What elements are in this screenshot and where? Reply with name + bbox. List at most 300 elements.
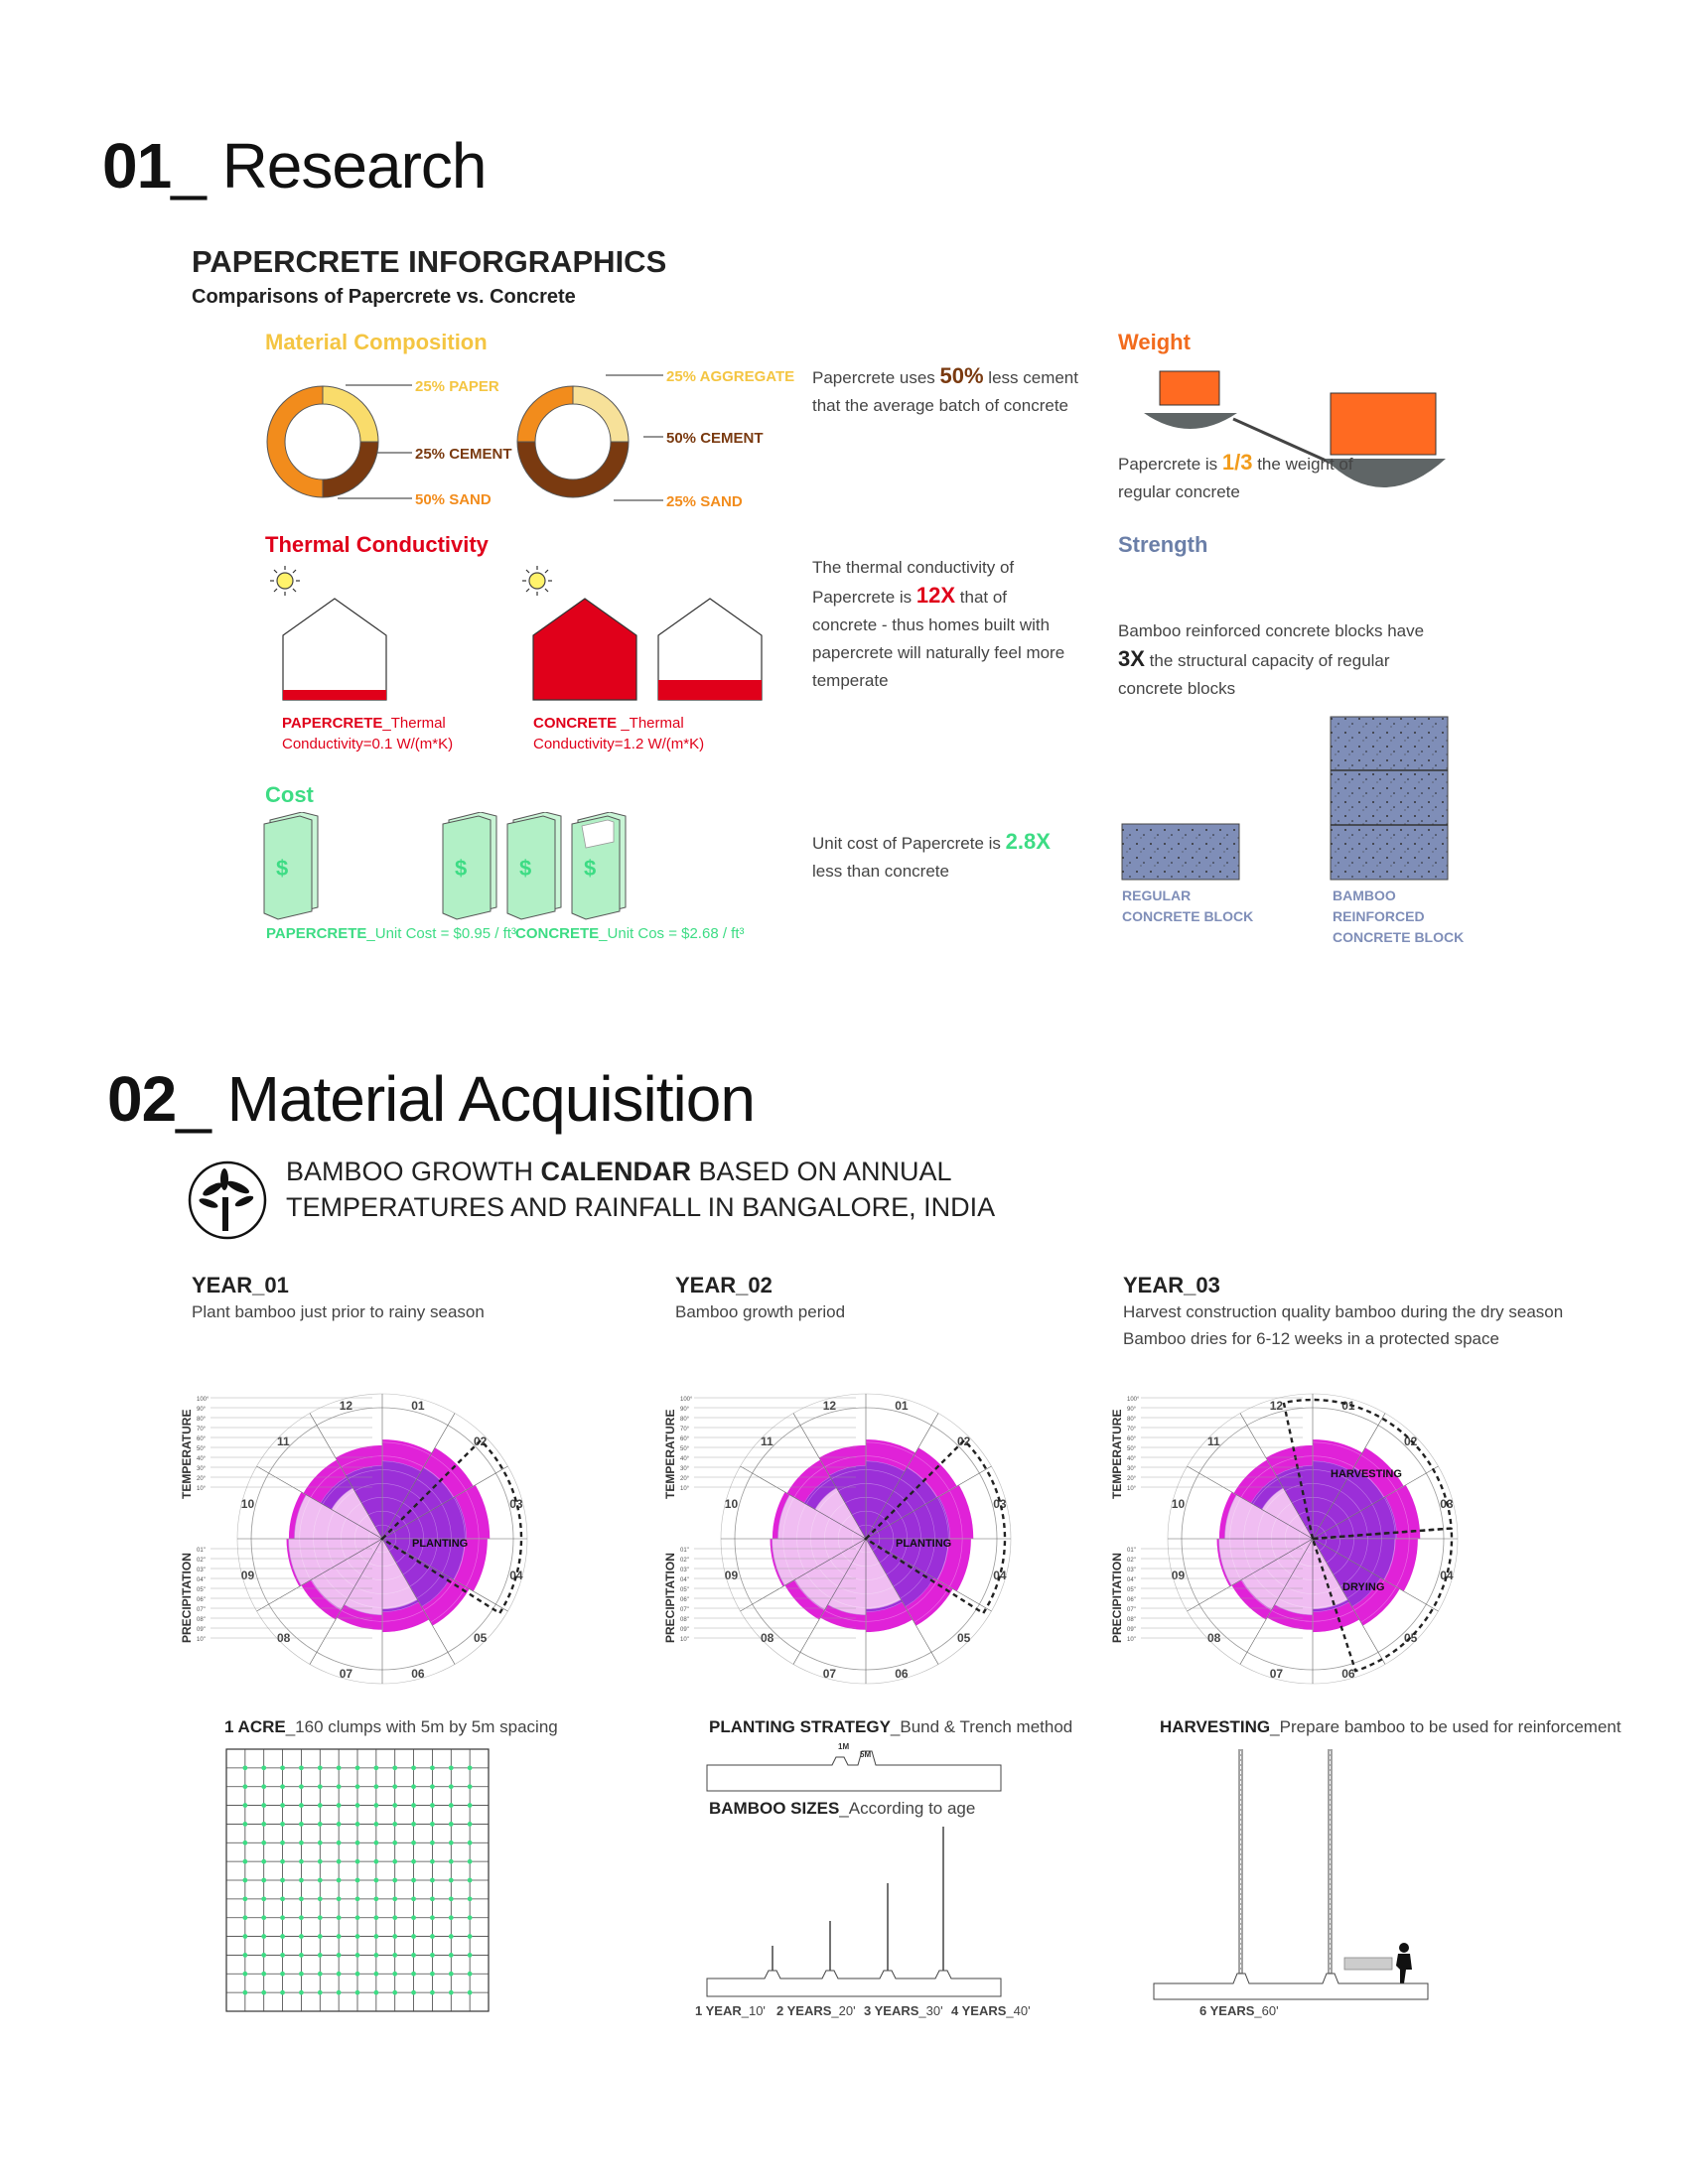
bamboo-clump — [337, 1822, 342, 1827]
bamboo-clump — [392, 1934, 397, 1939]
month-label-04: 04 — [509, 1569, 523, 1583]
tag-planting: PLANTING — [896, 1538, 952, 1550]
bamboo-clump — [430, 1841, 435, 1845]
harvest-age-label: 6 YEARS_60' — [1199, 2003, 1279, 2018]
size-label-1: 1 YEAR_10' — [695, 2003, 766, 2018]
bamboo-clump — [318, 1972, 323, 1977]
concrete-slice-1 — [517, 442, 629, 497]
month-label-08: 08 — [1207, 1630, 1221, 1645]
svg-text:06": 06" — [197, 1597, 206, 1603]
cost-money-icons — [260, 812, 707, 921]
svg-text:50°: 50° — [1127, 1446, 1137, 1452]
cost-label: Cost — [265, 782, 314, 807]
bamboo-clump — [430, 1972, 435, 1977]
svg-text:10°: 10° — [197, 1486, 207, 1492]
svg-text:05": 05" — [1127, 1587, 1136, 1593]
bamboo-clump — [337, 1784, 342, 1789]
bamboo-clump — [299, 1784, 304, 1789]
bamboo-clump — [355, 1784, 360, 1789]
bamboo-clump — [318, 1803, 323, 1808]
money-bill-1 — [443, 812, 496, 919]
bamboo-clump — [242, 1972, 247, 1977]
bamboo-clump — [337, 1878, 342, 1883]
composition-text: Papercrete uses 50% less cement that the average batch of concrete — [812, 363, 1078, 415]
svg-text:50°: 50° — [197, 1446, 207, 1452]
bamboo-clump — [280, 1822, 285, 1827]
papercrete-slice-0 — [323, 386, 378, 442]
temperature-axis-label: TEMPERATURE — [663, 1409, 677, 1499]
bamboo-block — [1331, 717, 1448, 880]
bamboo-clump — [355, 1915, 360, 1920]
month-label-11: 11 — [761, 1434, 774, 1449]
bamboo-block-label: BAMBOO REINFORCED CONCRETE BLOCK — [1333, 887, 1465, 945]
bamboo-clump — [430, 1953, 435, 1958]
bamboo-clump — [280, 1784, 285, 1789]
bamboo-clump — [242, 1934, 247, 1939]
size-label-4: 4 YEARS_40' — [951, 2003, 1031, 2018]
bamboo-clump — [261, 1953, 266, 1958]
svg-text:01": 01" — [197, 1548, 206, 1554]
bamboo-clump — [280, 1803, 285, 1808]
month-label-12: 12 — [339, 1398, 353, 1413]
year-3-block — [1123, 1273, 1600, 1352]
bamboo-clump — [280, 1934, 285, 1939]
bamboo-clump — [355, 1972, 360, 1977]
sand-pct-label: 50% SAND — [415, 491, 492, 508]
thermal-label: Thermal Conductivity — [265, 532, 489, 557]
thermal-text: The thermal conductivity of Papercrete is 12X that of concrete - thus homes built with papercrete will naturally feel more temperate — [812, 558, 1065, 690]
bamboo-clump — [373, 1784, 378, 1789]
thermal-houses — [263, 561, 779, 710]
month-label-04: 04 — [993, 1569, 1007, 1583]
infographic-title: PAPERCRETE INFORGRAPHICS — [192, 244, 667, 279]
bamboo-clump — [392, 1972, 397, 1977]
bamboo-clump — [318, 1859, 323, 1864]
bamboo-clump — [449, 1841, 454, 1845]
svg-text:03": 03" — [680, 1568, 689, 1573]
harvest-caption: HARVESTING_Prepare bamboo to be used for reinforcement — [1160, 1717, 1621, 1736]
regular-block-label: REGULAR CONCRETE BLOCK — [1122, 887, 1254, 924]
svg-text:07": 07" — [197, 1607, 206, 1613]
bamboo-clump — [430, 1859, 435, 1864]
cost-text: Unit cost of Papercrete is 2.8X less than concrete — [812, 829, 1051, 881]
svg-text:10°: 10° — [680, 1486, 690, 1492]
bamboo-clump — [373, 1765, 378, 1770]
bamboo-clump — [449, 1953, 454, 1958]
year-2-block — [675, 1273, 1092, 1325]
composition-donuts — [248, 367, 804, 516]
month-label-06: 06 — [1341, 1667, 1355, 1682]
bamboo-clump — [449, 1822, 454, 1827]
bamboo-clump — [373, 1953, 378, 1958]
bamboo-clump — [468, 1784, 473, 1789]
bamboo-clump — [337, 1990, 342, 1995]
bamboo-clump — [468, 1972, 473, 1977]
section-1-heading: 01_ Research — [102, 130, 487, 202]
svg-text:07": 07" — [1127, 1607, 1136, 1613]
bamboo-clump — [261, 1896, 266, 1901]
bamboo-clump — [261, 1784, 266, 1789]
bamboo-clump — [392, 1784, 397, 1789]
month-label-05: 05 — [956, 1630, 971, 1645]
svg-text:40°: 40° — [1127, 1456, 1137, 1462]
bamboo-clump — [242, 1784, 247, 1789]
bamboo-clump — [242, 1803, 247, 1808]
month-label-10: 10 — [1171, 1496, 1186, 1511]
bamboo-clump — [355, 1803, 360, 1808]
bamboo-clump — [299, 1915, 304, 1920]
svg-text:90°: 90° — [680, 1407, 690, 1413]
bamboo-clump — [355, 1934, 360, 1939]
svg-text:20°: 20° — [1127, 1476, 1137, 1482]
svg-text:60°: 60° — [1127, 1436, 1137, 1442]
svg-text:06": 06" — [1127, 1597, 1136, 1603]
bamboo-clump — [318, 1934, 323, 1939]
month-label-01: 01 — [411, 1398, 425, 1413]
precipitation-axis-label: PRECIPITATION — [180, 1553, 194, 1643]
bamboo-clump — [392, 1896, 397, 1901]
bamboo-clump — [373, 1803, 378, 1808]
bamboo-clump — [373, 1822, 378, 1827]
svg-text:$: $ — [276, 856, 289, 881]
money-bill-0 — [264, 812, 318, 919]
temperature-axis-label: TEMPERATURE — [180, 1409, 194, 1499]
bamboo-clump — [411, 1915, 416, 1920]
concrete-slice-2 — [517, 386, 573, 442]
precipitation-axis-label: PRECIPITATION — [663, 1553, 677, 1643]
bamboo-clump — [392, 1822, 397, 1827]
svg-text:70°: 70° — [197, 1427, 207, 1433]
tag-harvesting: HARVESTING — [1331, 1468, 1402, 1480]
bamboo-clump — [242, 1841, 247, 1845]
svg-text:04": 04" — [197, 1577, 206, 1583]
temperature-axis-label: TEMPERATURE — [1110, 1409, 1124, 1499]
bamboo-clump — [355, 1765, 360, 1770]
month-label-10: 10 — [724, 1496, 739, 1511]
bamboo-clump — [430, 1915, 435, 1920]
svg-text:03": 03" — [1127, 1568, 1136, 1573]
bamboo-clump — [411, 1803, 416, 1808]
bamboo-clump — [449, 1915, 454, 1920]
bamboo-clump — [411, 1878, 416, 1883]
svg-text:80°: 80° — [680, 1417, 690, 1423]
bamboo-clump — [242, 1822, 247, 1827]
bamboo-clump — [280, 1841, 285, 1845]
svg-text:02": 02" — [197, 1558, 206, 1564]
bamboo-clump — [449, 1990, 454, 1995]
month-label-09: 09 — [1171, 1569, 1186, 1583]
bamboo-clump — [373, 1934, 378, 1939]
bamboo-clump — [318, 1990, 323, 1995]
svg-text:40°: 40° — [197, 1456, 207, 1462]
infographic-subtitle: Comparisons of Papercrete vs. Concrete — [192, 286, 576, 308]
bamboo-clump — [299, 1859, 304, 1864]
month-label-03: 03 — [993, 1496, 1007, 1511]
svg-text:30°: 30° — [1127, 1466, 1137, 1472]
bamboo-clump — [392, 1803, 397, 1808]
bamboo-clump — [261, 1972, 266, 1977]
bamboo-clump — [411, 1953, 416, 1958]
bamboo-clump — [261, 1822, 266, 1827]
month-label-05: 05 — [1403, 1630, 1418, 1645]
year-1-block — [192, 1273, 609, 1325]
bamboo-clump — [280, 1896, 285, 1901]
acre-grid — [224, 1747, 492, 2015]
bamboo-clump — [242, 1859, 247, 1864]
month-label-09: 09 — [724, 1569, 739, 1583]
bamboo-clump — [430, 1878, 435, 1883]
composition-label: Material Composition — [265, 330, 488, 354]
bamboo-clump — [299, 1953, 304, 1958]
bamboo-clump — [449, 1934, 454, 1939]
svg-text:01": 01" — [1127, 1548, 1136, 1554]
month-label-07: 07 — [1269, 1667, 1284, 1682]
svg-text:$: $ — [455, 856, 468, 881]
bamboo-clump — [355, 1990, 360, 1995]
bamboo-clump — [299, 1765, 304, 1770]
concrete-slice-0 — [573, 386, 629, 442]
money-bill-3 — [572, 812, 626, 919]
svg-text:40°: 40° — [680, 1456, 690, 1462]
svg-text:100°: 100° — [1127, 1397, 1140, 1403]
month-label-03: 03 — [509, 1496, 523, 1511]
year-1-desc: Plant bamboo just prior to rainy season — [192, 1302, 485, 1321]
bamboo-clump — [449, 1972, 454, 1977]
bamboo-clump — [468, 1803, 473, 1808]
bamboo-clump — [337, 1765, 342, 1770]
bamboo-clump — [355, 1953, 360, 1958]
bamboo-clump — [280, 1859, 285, 1864]
svg-text:08": 08" — [197, 1617, 206, 1623]
svg-text:06": 06" — [680, 1597, 689, 1603]
size-label-2: 2 YEARS_20' — [776, 2003, 856, 2018]
bamboo-clump — [392, 1953, 397, 1958]
bamboo-clump — [392, 1841, 397, 1845]
svg-text:05": 05" — [680, 1587, 689, 1593]
svg-text:$: $ — [519, 856, 532, 881]
bamboo-clump — [261, 1765, 266, 1770]
bamboo-clump — [318, 1896, 323, 1901]
bamboo-clump — [261, 1803, 266, 1808]
cement-pct-label: 25% CEMENT — [415, 446, 512, 463]
svg-text:80°: 80° — [197, 1417, 207, 1423]
bamboo-clump — [392, 1859, 397, 1864]
bamboo-clump — [468, 1822, 473, 1827]
regular-block — [1122, 824, 1239, 880]
bamboo-clump — [242, 1896, 247, 1901]
bamboo-clump — [468, 1878, 473, 1883]
bamboo-clump — [299, 1841, 304, 1845]
bamboo-clump — [430, 1803, 435, 1808]
weight-text: Papercrete is 1/3 the weight of regular concrete — [1118, 450, 1353, 501]
tag-drying: DRYING — [1342, 1581, 1385, 1593]
svg-text:09": 09" — [1127, 1627, 1136, 1633]
bamboo-clump — [373, 1990, 378, 1995]
papercrete-cost-label: PAPERCRETE_Unit Cost = $0.95 / ft³ — [266, 925, 516, 942]
bamboo-clump — [337, 1859, 342, 1864]
year-1-title: YEAR_01 — [192, 1273, 289, 1297]
polar-chart-year-2 — [652, 1390, 1040, 1688]
bamboo-icon — [187, 1160, 268, 1241]
month-label-05: 05 — [473, 1630, 488, 1645]
bamboo-clump — [299, 1972, 304, 1977]
size-label-3: 3 YEARS_30' — [864, 2003, 943, 2018]
month-label-11: 11 — [277, 1434, 290, 1449]
svg-text:04": 04" — [1127, 1577, 1136, 1583]
concrete-sand-pct-label: 25% SAND — [666, 493, 743, 510]
svg-text:50°: 50° — [680, 1446, 690, 1452]
bamboo-clump — [337, 1915, 342, 1920]
bamboo-clump — [318, 1841, 323, 1845]
svg-text:20°: 20° — [197, 1476, 207, 1482]
svg-text:90°: 90° — [197, 1407, 207, 1413]
month-label-06: 06 — [411, 1667, 425, 1682]
month-label-02: 02 — [956, 1434, 971, 1449]
month-label-08: 08 — [277, 1630, 291, 1645]
svg-text:70°: 70° — [1127, 1427, 1137, 1433]
bamboo-clump — [373, 1841, 378, 1845]
bamboo-clump — [280, 1915, 285, 1920]
svg-text:100°: 100° — [680, 1397, 693, 1403]
svg-text:90°: 90° — [1127, 1407, 1137, 1413]
year-2-desc: Bamboo growth period — [675, 1302, 846, 1321]
strength-text: Bamboo reinforced concrete blocks have 3X the structural capacity of regular concrete blocks — [1118, 621, 1425, 698]
bamboo-clump — [373, 1972, 378, 1977]
bamboo-clump — [411, 1972, 416, 1977]
bamboo-clump — [337, 1953, 342, 1958]
bamboo-clump — [468, 1841, 473, 1845]
bamboo-clump — [468, 1990, 473, 1995]
svg-text:08": 08" — [1127, 1617, 1136, 1623]
bamboo-clump — [355, 1878, 360, 1883]
month-label-06: 06 — [895, 1667, 909, 1682]
concrete-thermal-label: CONCRETE _Thermal Conductivity=1.2 W/(m*K) — [533, 715, 705, 752]
bamboo-clump — [373, 1878, 378, 1883]
svg-text:10°: 10° — [1127, 1486, 1137, 1492]
bamboo-clump — [411, 1841, 416, 1845]
bamboo-clump — [449, 1803, 454, 1808]
month-label-12: 12 — [1269, 1398, 1284, 1413]
bamboo-clump — [392, 1915, 397, 1920]
papercrete-thermal-label: PAPERCRETE_Thermal Conductivity=0.1 W/(m*K) — [282, 715, 454, 752]
year-3-desc-2: Bamboo dries for 6-12 weeks in a protected space — [1123, 1329, 1499, 1348]
bamboo-clump — [449, 1765, 454, 1770]
bamboo-clump — [318, 1784, 323, 1789]
month-label-02: 02 — [1403, 1434, 1418, 1449]
concrete-cost-label: CONCRETE_Unit Cos = $2.68 / ft³ — [515, 925, 745, 942]
svg-text:20°: 20° — [680, 1476, 690, 1482]
bamboo-clump — [337, 1972, 342, 1977]
bamboo-clump — [318, 1915, 323, 1920]
acre-caption: 1 ACRE_160 clumps with 5m by 5m spacing — [224, 1717, 558, 1736]
year-2-title: YEAR_02 — [675, 1273, 773, 1297]
bamboo-clump — [337, 1896, 342, 1901]
bamboo-calendar-title: BAMBOO GROWTH CALENDAR BASED ON ANNUAL TEMPERATURES AND RAINFALL IN BANGALORE, INDIA — [286, 1157, 996, 1222]
svg-text:10": 10" — [680, 1637, 689, 1643]
year-3-title: YEAR_03 — [1123, 1273, 1220, 1297]
bamboo-clump — [411, 1859, 416, 1864]
svg-text:04": 04" — [680, 1577, 689, 1583]
sizes-caption: BAMBOO SIZES_According to age — [709, 1799, 976, 1818]
bamboo-clump — [373, 1859, 378, 1864]
month-label-07: 07 — [822, 1667, 837, 1682]
svg-text:02": 02" — [680, 1558, 689, 1564]
bamboo-clump — [411, 1896, 416, 1901]
bamboo-clump — [242, 1878, 247, 1883]
bamboo-clump — [280, 1878, 285, 1883]
bamboo-clump — [449, 1784, 454, 1789]
bamboo-clump — [392, 1990, 397, 1995]
month-label-02: 02 — [473, 1434, 488, 1449]
bamboo-clump — [299, 1822, 304, 1827]
bamboo-clump — [337, 1841, 342, 1845]
svg-text:100°: 100° — [197, 1397, 210, 1403]
month-label-03: 03 — [1440, 1496, 1454, 1511]
bamboo-clump — [299, 1896, 304, 1901]
month-label-01: 01 — [1341, 1398, 1355, 1413]
bamboo-clump — [261, 1841, 266, 1845]
bamboo-clump — [411, 1822, 416, 1827]
paper-pct-label: 25% PAPER — [415, 378, 499, 395]
svg-text:05": 05" — [197, 1587, 206, 1593]
bamboo-clump — [242, 1953, 247, 1958]
bamboo-clump — [299, 1990, 304, 1995]
bamboo-clump — [242, 1765, 247, 1770]
svg-text:60°: 60° — [197, 1436, 207, 1442]
bamboo-clump — [430, 1822, 435, 1827]
svg-text:09": 09" — [197, 1627, 206, 1633]
planting-caption: PLANTING STRATEGY_Bund & Trench method — [709, 1717, 1073, 1736]
svg-text:60°: 60° — [680, 1436, 690, 1442]
bamboo-clump — [299, 1934, 304, 1939]
bamboo-clump — [449, 1859, 454, 1864]
bamboo-clump — [468, 1915, 473, 1920]
bamboo-clump — [468, 1896, 473, 1901]
bamboo-sizes-diagram — [705, 1822, 1003, 2000]
svg-text:07": 07" — [680, 1607, 689, 1613]
bamboo-clump — [468, 1859, 473, 1864]
bamboo-clump — [261, 1859, 266, 1864]
concrete-blocks — [1120, 715, 1458, 884]
section-2-heading: 02_ Material Acquisition — [107, 1063, 755, 1135]
month-label-11: 11 — [1207, 1434, 1220, 1449]
bamboo-clump — [411, 1934, 416, 1939]
aggregate-pct-label: 25% AGGREGATE — [666, 368, 795, 385]
bamboo-clump — [392, 1878, 397, 1883]
bamboo-clump — [261, 1915, 266, 1920]
bamboo-clump — [242, 1990, 247, 1995]
bamboo-clump — [280, 1972, 285, 1977]
bamboo-clump — [261, 1990, 266, 1995]
weight-label: Weight — [1118, 330, 1191, 354]
bamboo-clump — [449, 1878, 454, 1883]
polar-chart-year-3 — [1099, 1390, 1486, 1688]
bamboo-clump — [430, 1934, 435, 1939]
bamboo-clump — [355, 1841, 360, 1845]
bamboo-clump — [318, 1953, 323, 1958]
harvesting-diagram — [1152, 1745, 1430, 2005]
tag-planting: PLANTING — [412, 1538, 469, 1550]
month-label-08: 08 — [761, 1630, 774, 1645]
bamboo-clump — [411, 1990, 416, 1995]
month-label-07: 07 — [339, 1667, 353, 1682]
polar-chart-year-1 — [169, 1390, 556, 1688]
svg-text:80°: 80° — [1127, 1417, 1137, 1423]
svg-text:09": 09" — [680, 1627, 689, 1633]
bamboo-clump — [355, 1896, 360, 1901]
month-label-01: 01 — [895, 1398, 909, 1413]
bund-trench-diagram — [705, 1739, 1003, 1799]
